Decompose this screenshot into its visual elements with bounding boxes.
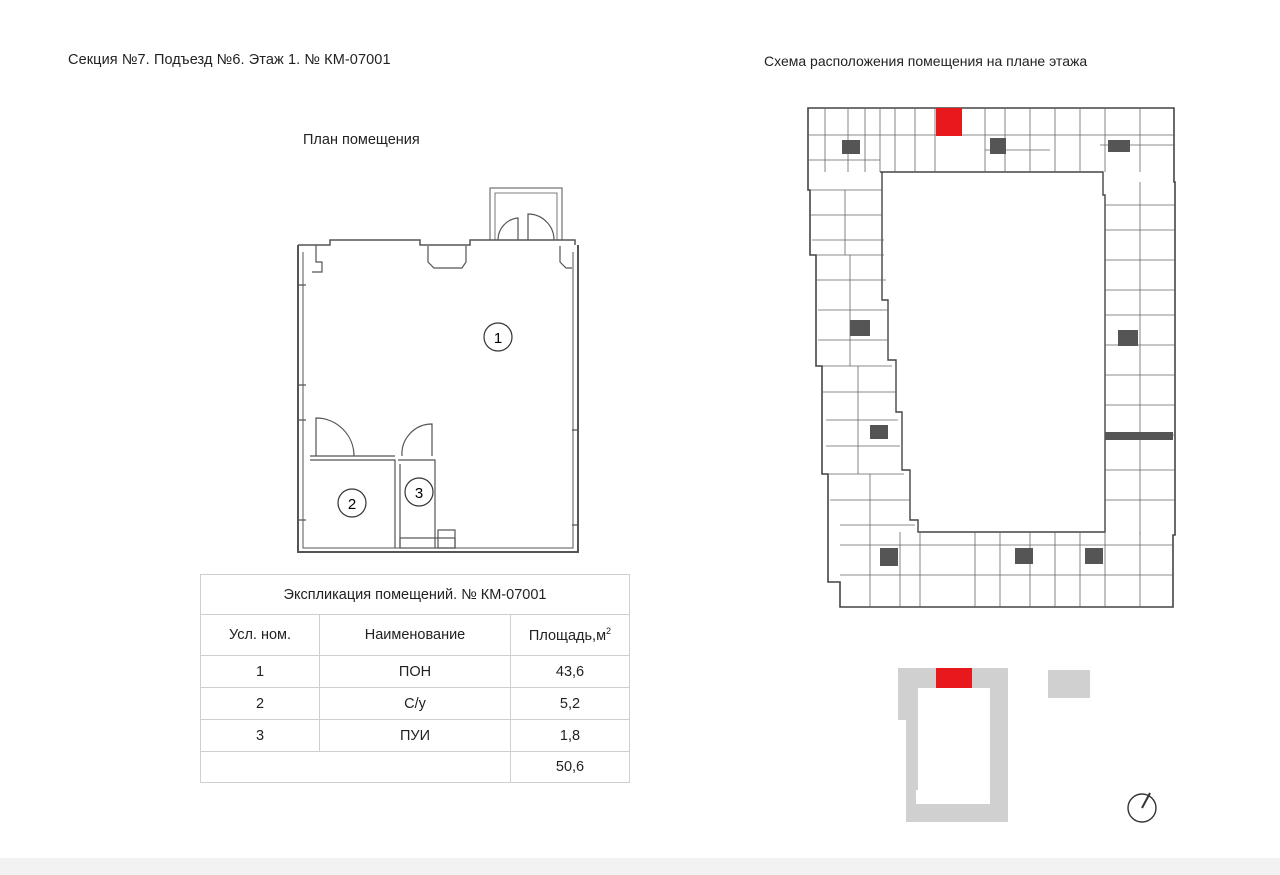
room-label-3: 3: [414, 485, 424, 502]
table-row: 3 ПУИ 1,8: [201, 720, 630, 752]
explication-table: [200, 574, 630, 783]
plan-title: План помещения: [303, 132, 420, 148]
bottom-strip: [0, 858, 1280, 875]
table-row: 1 ПОН 43,6: [201, 656, 630, 688]
total-area: 50,6: [511, 752, 630, 783]
header-area: $Площадь,м^2$: [511, 615, 630, 656]
floor-scheme-title: Схема расположения помещения на плане этажа: [764, 53, 1088, 69]
room-label-2: 2: [347, 496, 357, 513]
header-num: Усл. ном.: [201, 615, 320, 656]
header-name: Наименование: [320, 615, 511, 656]
table-row: 2 С/у 5,2: [201, 688, 630, 720]
table-caption: Экспликация помещений. № КМ-07001: [201, 575, 630, 615]
compass-icon: [1128, 793, 1156, 822]
table-total-row: [201, 752, 630, 783]
unit-title: Секция №7. Подъезд №6. Этаж 1. № КМ-07001: [68, 52, 391, 68]
room-label-1: 1: [493, 330, 503, 347]
